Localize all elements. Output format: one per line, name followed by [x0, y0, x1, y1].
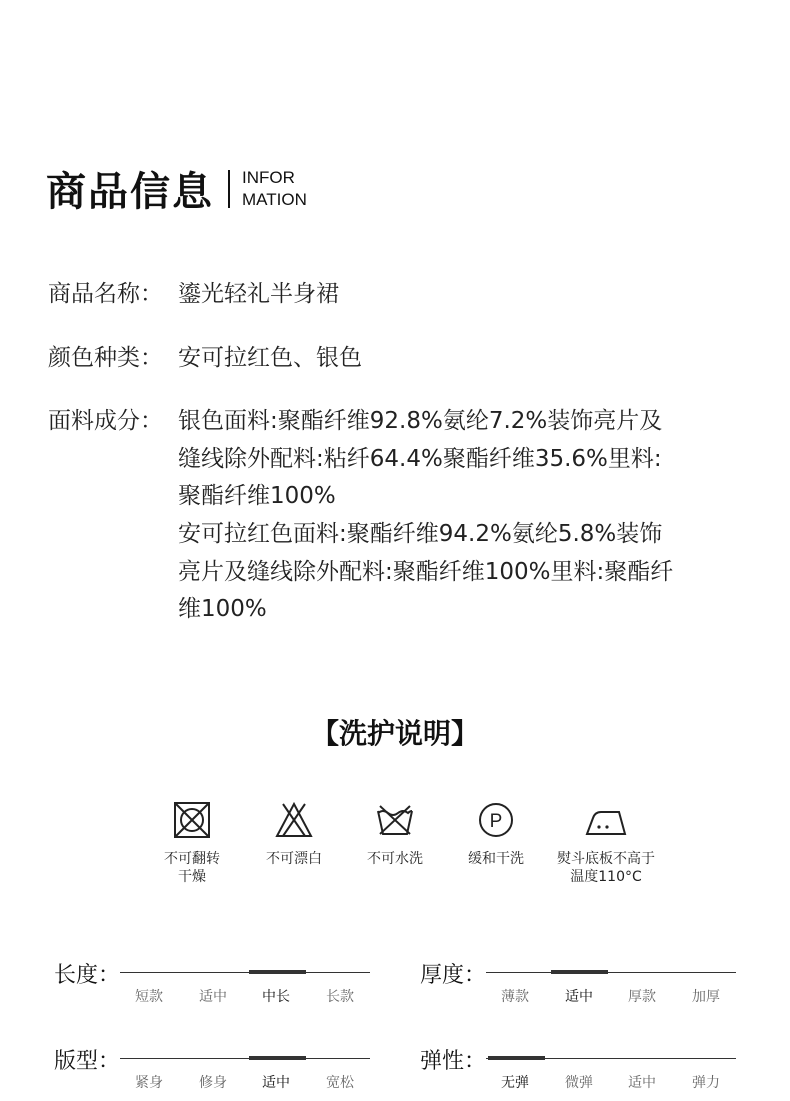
product-name-label: 商品名称：: [48, 281, 163, 307]
care-label-line: 熨斗底板不高于: [557, 851, 655, 867]
scale-option: 适中: [565, 989, 593, 1005]
scale-option: 厚款: [628, 989, 656, 1005]
length-scale: [54, 958, 374, 1018]
iron-medium-icon: [583, 800, 629, 840]
scale-label: 长度：: [54, 963, 121, 988]
no-tumble-dry-icon: [172, 800, 212, 840]
scale-option: 修身: [199, 1075, 227, 1091]
scale-option: 紧身: [135, 1075, 163, 1091]
subtitle-line-1: INFOR: [242, 167, 295, 187]
fabric-line: 聚酯纤维100%: [178, 483, 336, 510]
subtitle-line-2: MATION: [242, 189, 307, 209]
scale-option: 短款: [135, 989, 163, 1005]
care-label-line: 干燥: [178, 869, 206, 885]
care-label-line: 不可翻转: [164, 851, 220, 867]
fabric-line: 亮片及缝线除外配料:聚酯纤维100%里料:聚酯纤: [178, 558, 674, 585]
scale-option: 适中: [199, 989, 227, 1005]
color-value: 安可拉红色、银色: [178, 344, 362, 371]
scale-label: 版型：: [54, 1049, 121, 1074]
scale-option: 薄款: [501, 989, 529, 1005]
scale-option: 适中: [262, 1075, 290, 1091]
scale-selected-mark: [551, 970, 608, 974]
svg-text:P: P: [489, 811, 503, 832]
dry-clean-p-icon: [476, 800, 516, 840]
fabric-line: 维100%: [178, 596, 267, 623]
care-title: 【洗护说明】: [310, 717, 479, 750]
section-header: [46, 160, 307, 217]
elasticity-scale: [420, 1044, 740, 1100]
fabric-value: [178, 403, 768, 629]
care-label-line: 不可漂白: [266, 851, 322, 867]
scale-selected-mark: [249, 1056, 306, 1060]
color-label: 颜色种类：: [48, 344, 163, 371]
scale-option: 无弹: [501, 1075, 529, 1091]
fabric-line: 安可拉红色面料:聚酯纤维94.2%氨纶5.8%装饰: [178, 520, 663, 547]
no-wash-icon: [375, 800, 415, 840]
fabric-line: 银色面料:聚酯纤维92.8%氨纶7.2%装饰亮片及: [178, 408, 663, 435]
care-label-line: 温度110°C: [570, 869, 642, 885]
fabric-line: 缝线除外配料:粘纤64.4%聚酯纤维35.6%里料:: [178, 445, 662, 472]
color-row: [48, 340, 768, 378]
scale-label: 弹性：: [420, 1049, 487, 1074]
fabric-row: [48, 403, 768, 629]
scale-track: [120, 972, 370, 973]
scale-label: 厚度：: [420, 963, 487, 988]
scale-option: 中长: [262, 989, 290, 1005]
product-info: [48, 276, 768, 655]
scale-track: [486, 972, 736, 973]
product-name-row: [48, 276, 768, 314]
care-item-iron: [541, 800, 671, 886]
scale-option: 弹力: [692, 1075, 720, 1091]
scale-option: 加厚: [692, 989, 720, 1005]
fabric-label: 面料成分：: [48, 408, 163, 435]
scale-option: 适中: [628, 1075, 656, 1091]
page-title: 商品信息: [46, 169, 214, 215]
title-divider: [228, 170, 230, 208]
fit-scale: [54, 1044, 374, 1100]
thickness-scale: [420, 958, 740, 1018]
scale-option: 长款: [326, 989, 354, 1005]
scale-selected-mark: [488, 1056, 545, 1060]
care-label: [541, 850, 671, 886]
scale-option: 微弹: [565, 1075, 593, 1091]
product-name-value: 鎏光轻礼半身裙: [178, 281, 339, 307]
scale-option: 宽松: [326, 1075, 354, 1091]
no-bleach-icon: [274, 800, 314, 840]
english-subtitle: [242, 167, 307, 211]
scale-selected-mark: [249, 970, 306, 974]
scale-track: [120, 1058, 370, 1059]
care-label-line: 缓和干洗: [468, 851, 524, 867]
care-label-line: 不可水洗: [367, 851, 423, 867]
